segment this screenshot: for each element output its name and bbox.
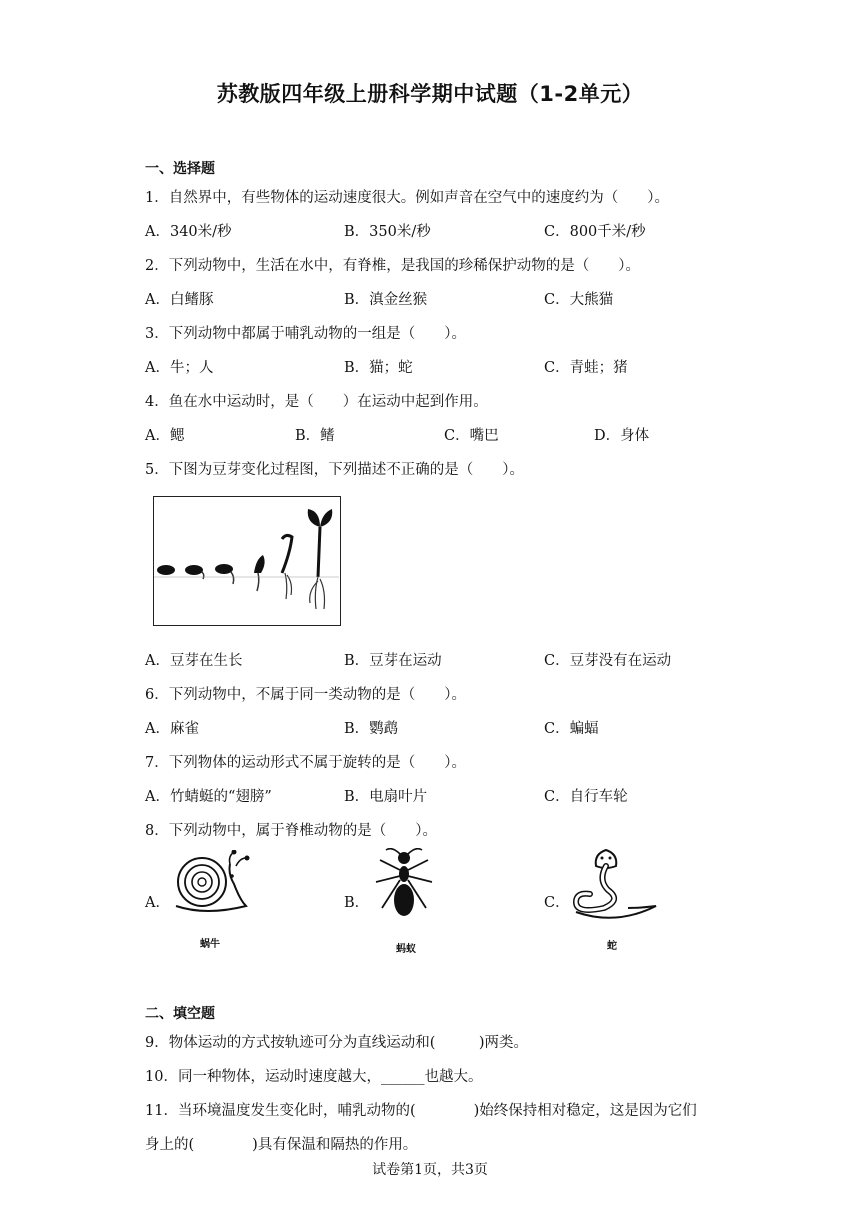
- q2-option-b: B．滇金丝猴: [344, 292, 428, 308]
- q5-option-a: A．豆芽在生长: [145, 653, 243, 669]
- ant-label: 蚂蚁: [396, 944, 416, 955]
- q3-option-c: C．青蛙；猪: [544, 360, 628, 376]
- q5-option-b: B．豆芽在运动: [344, 653, 442, 669]
- q4-option-a: A．鳃: [145, 428, 185, 444]
- q8-option-c: C．: [544, 895, 570, 911]
- question-2: 2．下列动物中，生活在水中，有脊椎，是我国的珍稀保护动物的是（ ）。: [145, 258, 640, 274]
- snail-label: 蜗牛: [200, 939, 220, 950]
- q1-option-c: C．800千米/秒: [544, 224, 646, 240]
- question-1: 1．自然界中，有些物体的运动速度很大。例如声音在空气中的速度约为（ ）。: [145, 190, 669, 206]
- q6-option-c: C．蝙蝠: [544, 721, 599, 737]
- page-footer: 试卷第1页，共3页: [372, 1162, 488, 1178]
- q7-option-c: C．自行车轮: [544, 789, 628, 805]
- ant-picture: [368, 848, 440, 934]
- q3-option-a: A．牛；人: [145, 360, 214, 376]
- q6-option-b: B．鹦鹉: [344, 721, 399, 737]
- ant-icon: [368, 848, 440, 930]
- bean-sprout-figure: [153, 496, 341, 626]
- section-heading-choice: 一、选择题: [145, 161, 215, 177]
- question-9: 9．物体运动的方式按轨迹可分为直线运动和( )两类。: [145, 1035, 529, 1051]
- q4-option-d: D．身体: [594, 428, 650, 444]
- q3-option-b: B．猫；蛇: [344, 360, 413, 376]
- q1-option-b: B．350米/秒: [344, 224, 431, 240]
- snake-label: 蛇: [607, 941, 617, 952]
- question-7: 7．下列物体的运动形式不属于旋转的是（ ）。: [145, 755, 466, 771]
- page-title: 苏教版四年级上册科学期中试题（1-2单元）: [216, 82, 644, 106]
- bean-sprout-growth-icon: [154, 497, 339, 624]
- question-4: 4．鱼在水中运动时，是（ ）在运动中起到作用。: [145, 394, 488, 410]
- q2-option-a: A．白鳍豚: [145, 292, 214, 308]
- q4-option-c: C．嘴巴: [444, 428, 499, 444]
- question-11-line-1: 11．当环境温度发生变化时，哺乳动物的( )始终保持相对稳定，这是因为它们: [145, 1103, 697, 1119]
- section-heading-fill: 二、填空题: [145, 1006, 215, 1022]
- q4-option-b: B．鳍: [295, 428, 335, 444]
- snail-icon: [170, 850, 255, 920]
- question-6: 6．下列动物中，不属于同一类动物的是（ ）。: [145, 687, 466, 703]
- q8-option-a: A．: [145, 895, 170, 911]
- q5-option-c: C．豆芽没有在运动: [544, 653, 672, 669]
- question-11-line-2: 身上的( )具有保温和隔热的作用。: [145, 1137, 418, 1153]
- question-8: 8．下列动物中，属于脊椎动物的是（ ）。: [145, 823, 437, 839]
- snake-picture: [570, 846, 660, 930]
- q2-option-c: C．大熊猫: [544, 292, 614, 308]
- q7-option-b: B．电扇叶片: [344, 789, 428, 805]
- q8-option-b: B．: [344, 895, 370, 911]
- question-3: 3．下列动物中都属于哺乳动物的一组是（ ）。: [145, 326, 466, 342]
- question-5: 5．下图为豆芽变化过程图，下列描述不正确的是（ ）。: [145, 462, 524, 478]
- snake-icon: [570, 846, 660, 926]
- question-10: 10．同一种物体，运动时速度越大，______也越大。: [145, 1069, 483, 1085]
- q7-option-a: A．竹蜻蜓的“翅膀”: [145, 789, 272, 805]
- snail-picture: [170, 850, 255, 924]
- q6-option-a: A．麻雀: [145, 721, 199, 737]
- q1-option-a: A．340米/秒: [145, 224, 232, 240]
